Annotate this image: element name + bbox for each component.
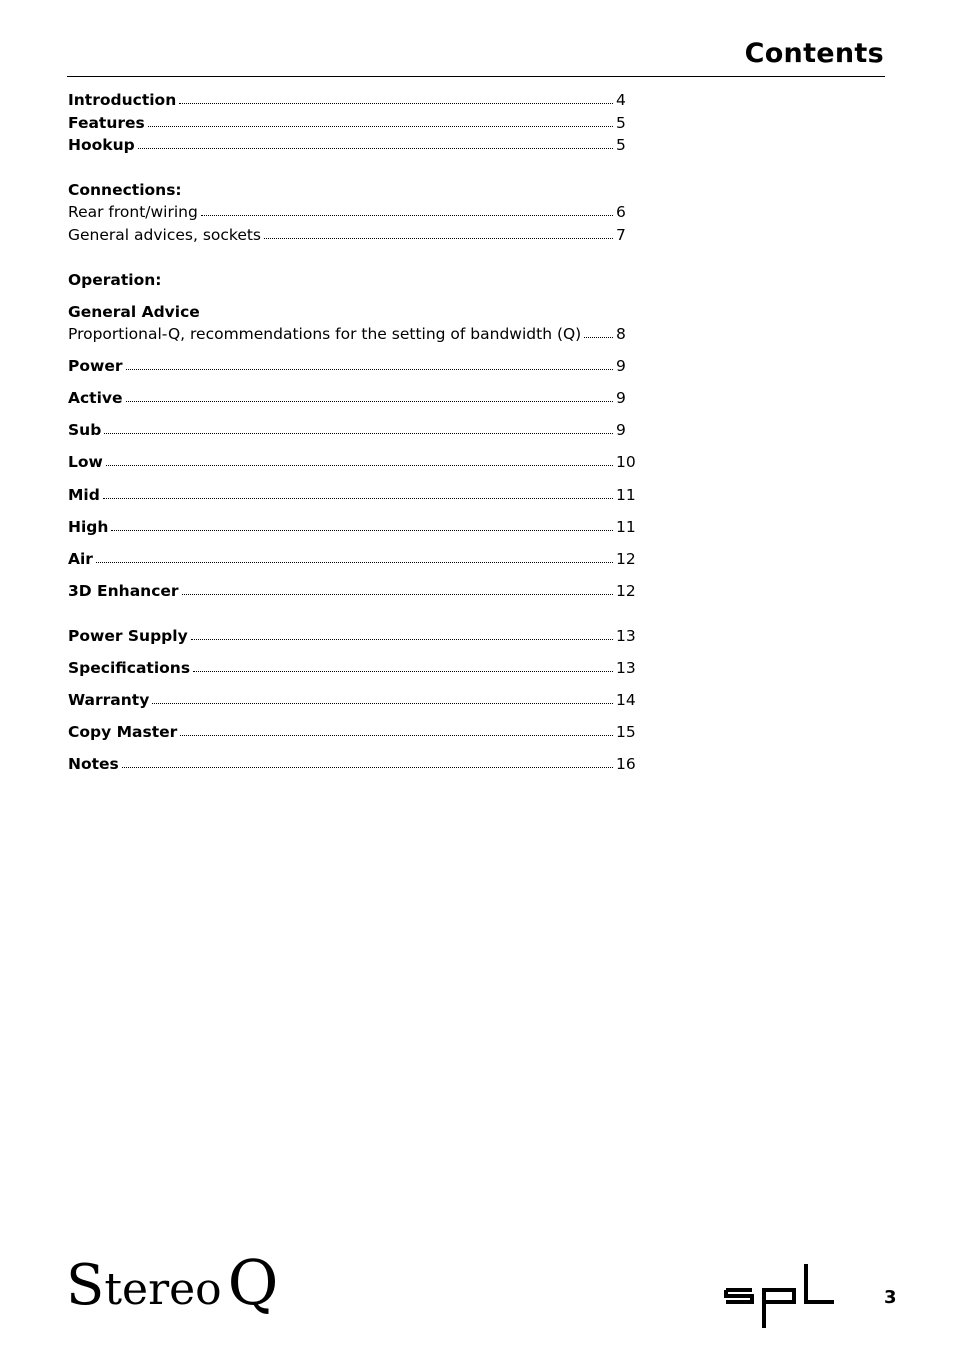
toc-entry-specifications[interactable] (68, 658, 634, 678)
toc-entry-page: 9 (616, 357, 626, 375)
toc-entry-label: 3D Enhancer (68, 582, 179, 600)
toc-entry-label: Specifications (68, 659, 191, 677)
dot-leader (179, 103, 613, 104)
toc-entry-label: General advices, sockets (68, 226, 262, 244)
toc-entry-page: 11 (616, 518, 636, 536)
dot-leader (182, 594, 613, 595)
toc-entry-label: Rear front/wiring (68, 203, 198, 221)
toc-entry-hookup[interactable] (68, 135, 634, 155)
dot-leader (111, 530, 613, 531)
dot-leader (103, 498, 613, 499)
dot-leader (122, 767, 613, 768)
dot-leader (201, 215, 613, 216)
toc-entry-sub[interactable] (68, 420, 634, 440)
stereo-q-wordmark (66, 1246, 279, 1319)
dot-leader (264, 238, 613, 239)
toc-entry-introduction[interactable] (68, 90, 634, 110)
spl-logo-icon (724, 1262, 836, 1336)
dot-leader (126, 369, 614, 370)
toc-entry-power[interactable] (68, 356, 634, 376)
toc-entry-general-advices[interactable] (68, 225, 634, 245)
toc-entry-label: Mid (68, 486, 100, 504)
toc-entry-page: 16 (616, 755, 636, 773)
toc-entry-page: 5 (616, 136, 626, 154)
toc-entry-page: 6 (616, 203, 626, 221)
toc-entry-page: 12 (616, 550, 636, 568)
toc-entry-label: Warranty (68, 691, 150, 709)
toc-entry-page: 13 (616, 627, 636, 645)
dot-leader (193, 671, 613, 672)
toc-entry-label: Copy Master (68, 723, 178, 741)
toc-entry-active[interactable] (68, 388, 634, 408)
toc-entry-page: 8 (616, 325, 626, 343)
toc-entry-label: Power Supply (68, 627, 188, 645)
toc-entry-label: High (68, 518, 109, 536)
spl-logo-graphic (724, 1262, 836, 1332)
toc-entry-label: Sub (68, 421, 102, 439)
toc-heading-connections: Connections: (68, 181, 182, 199)
toc-entry-proportional-q[interactable] (68, 324, 634, 344)
toc-entry-label: Proportional-Q, recommendations for the setting of bandwidth (Q) (68, 325, 582, 343)
dot-leader (191, 639, 613, 640)
dot-leader (106, 465, 613, 466)
toc-entry-low[interactable] (68, 452, 634, 472)
toc-entry-page: 4 (616, 91, 626, 109)
toc-entry-label: Low (68, 453, 103, 471)
dot-leader (104, 433, 613, 434)
toc-entry-label: Active (68, 389, 123, 407)
dot-leader (126, 401, 613, 402)
toc-entry-mid[interactable] (68, 485, 634, 505)
dot-leader (138, 148, 613, 149)
toc-entry-page: 10 (616, 453, 636, 471)
wordmark-initial: S (66, 1253, 105, 1318)
toc-entry-copy-master[interactable] (68, 722, 634, 742)
toc-entry-label: Features (68, 114, 145, 132)
toc-entry-page: 5 (616, 114, 626, 132)
dot-leader (96, 562, 613, 563)
dot-leader (148, 126, 613, 127)
toc-entry-high[interactable] (68, 517, 634, 537)
toc-entry-3d-enhancer[interactable] (68, 581, 634, 601)
page-title: Contents (744, 38, 884, 69)
toc-entry-page: 11 (616, 486, 636, 504)
toc-entry-air[interactable] (68, 549, 634, 569)
wordmark-q: Q (227, 1246, 279, 1319)
toc-entry-rear-front-wiring[interactable] (68, 202, 634, 222)
toc-entry-page: 13 (616, 659, 636, 677)
wordmark-rest: tereo (104, 1264, 222, 1315)
toc-entry-page: 9 (616, 389, 626, 407)
toc-entry-label: Power (68, 357, 123, 375)
dot-leader (152, 703, 613, 704)
toc-heading-operation: Operation: (68, 271, 162, 289)
dot-leader (584, 337, 613, 338)
toc-entry-notes[interactable] (68, 754, 634, 774)
toc-entry-label: Introduction (68, 91, 177, 109)
toc-entry-warranty[interactable] (68, 690, 634, 710)
toc-heading-general-advice: General Advice (68, 303, 200, 321)
toc-entry-page: 15 (616, 723, 636, 741)
toc-entry-page: 9 (616, 421, 626, 439)
toc-entry-power-supply[interactable] (68, 626, 634, 646)
toc-entry-page: 14 (616, 691, 636, 709)
dot-leader (180, 735, 613, 736)
toc-entry-page: 7 (616, 226, 626, 244)
toc-entry-features[interactable] (68, 113, 634, 133)
toc-entry-page: 12 (616, 582, 636, 600)
table-of-contents (68, 0, 634, 800)
page-number: 3 (884, 1287, 897, 1308)
toc-entry-label: Air (68, 550, 93, 568)
toc-entry-label: Hookup (68, 136, 135, 154)
toc-entry-label: Notes (68, 755, 119, 773)
